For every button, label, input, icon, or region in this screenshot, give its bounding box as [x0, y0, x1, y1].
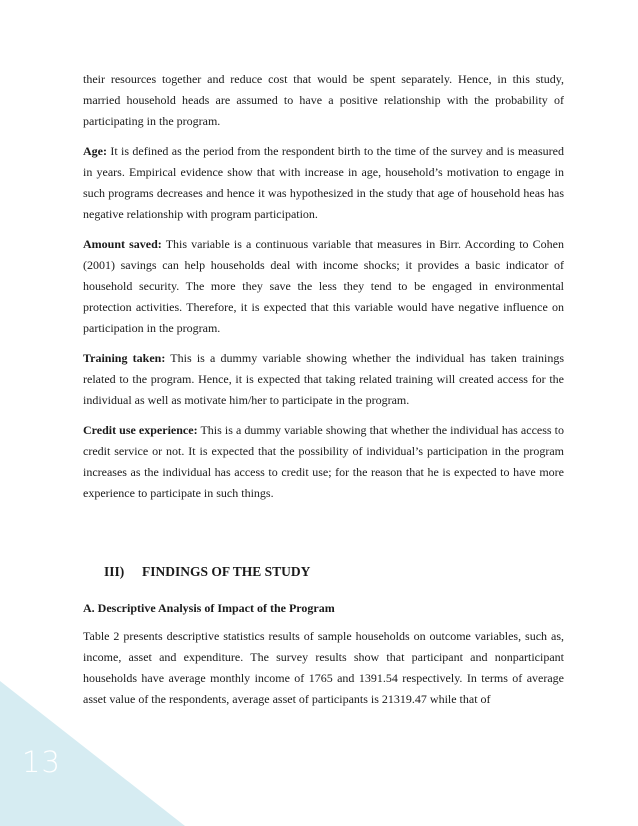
paragraph-amount-saved [83, 234, 564, 339]
definition-credit-use: This is a dummy variable showing that whether the individual has access to credit service or not. It is expected that the possibility of individual’s participation in the program increases as the individual has access to credit use; for the reason that he is expected to have more experience to participate in such things. [83, 423, 564, 500]
term-amount-saved: Amount saved: [83, 237, 162, 251]
paragraph-credit-use [83, 420, 564, 504]
section-heading [104, 564, 310, 580]
definition-age: It is defined as the period from the respondent birth to the time of the survey and is measured in years. Empirical evidence show that with increase in age, household’s motivation to engage in such programs decreases and hence it was hypothesized in the study that age of household heas has negative relationship with program participation. [83, 144, 564, 221]
definition-training-taken: This is a dummy variable showing whether the individual has taken trainings related to the program. Hence, it is expected that taking related training will created access for the individual as well as motivate him/her to participate in the program. [83, 351, 564, 407]
paragraph-training-taken [83, 348, 564, 411]
subsection-title: A. Descriptive Analysis of Impact of the Program [83, 601, 335, 615]
term-age: Age: [83, 144, 107, 158]
page-number: 13 [22, 745, 61, 779]
term-training-taken: Training taken: [83, 351, 166, 365]
term-credit-use: Credit use experience: [83, 423, 198, 437]
paragraph-age [83, 141, 564, 225]
subsection [83, 598, 564, 710]
body-text [83, 69, 564, 513]
section-title: FINDINGS OF THE STUDY [142, 564, 311, 579]
paragraph-intro: their resources together and reduce cost that would be spent separately. Hence, in this study, married household heads are assumed to have a positive relationship with the probability of participating in the program. [83, 72, 564, 128]
subsection-paragraph: Table 2 presents descriptive statistics results of sample households on outcome variables, such as, income, asset and expenditure. The survey results show that participant and nonparticipant households have average monthly income of 1765 and 1391.54 respectively. In terms of average asset value of the respondents, average asset of participants is 21319.47 while that of [83, 629, 564, 706]
section-number: III) [104, 564, 125, 579]
definition-amount-saved: This variable is a continuous variable that measures in Birr. According to Cohen (2001) savings can help households deal with income shocks; it provides a basic indicator of household security. The more they save the less they tend to be engaged in environmental protection activities. Therefore, it is expected that this variable would have negative influence on participation in the program. [83, 237, 564, 335]
